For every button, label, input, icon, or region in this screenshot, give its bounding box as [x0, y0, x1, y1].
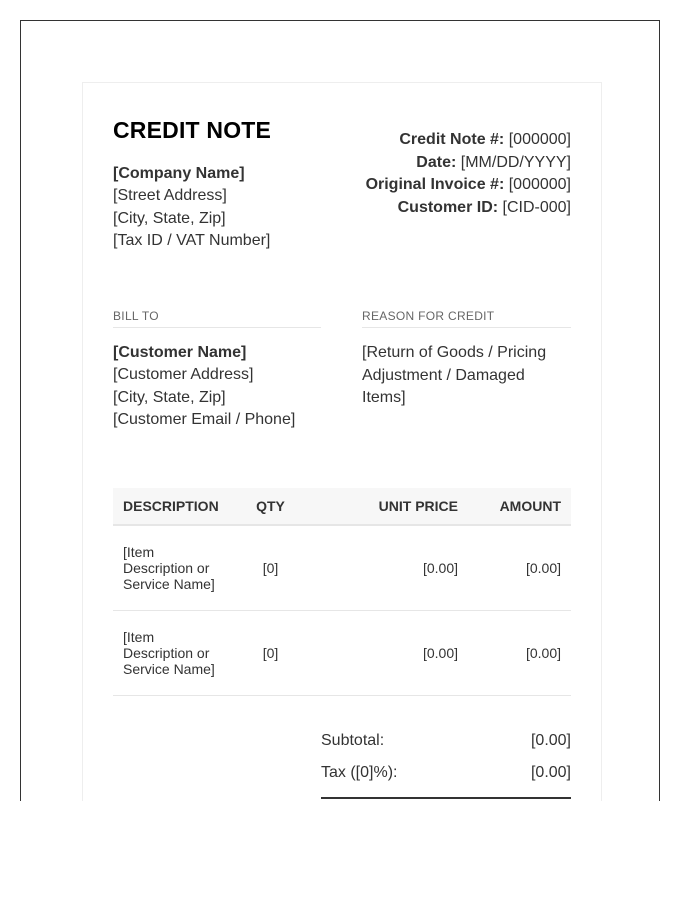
meta-value: [CID-000]: [502, 198, 571, 216]
item-description: [Item Description or Service Name]: [113, 611, 233, 696]
meta-label: Original Invoice #:: [365, 176, 505, 193]
customer-city: [City, State, Zip]: [113, 388, 226, 406]
subtotal-label: Subtotal:: [321, 732, 385, 749]
customer-contact: [Customer Email / Phone]: [113, 410, 296, 428]
meta-credit-note-number: [366, 129, 571, 152]
credit-note-document: [82, 82, 602, 801]
item-qty: [0]: [233, 525, 308, 611]
tax-label: Tax ([0]%):: [321, 764, 398, 781]
item-description: [Item Description or Service Name]: [113, 525, 233, 611]
reason-text: [Return of Goods / Pricing Adjustment / Damaged Items]: [362, 344, 547, 406]
table-row: [113, 525, 571, 611]
page-frame: [20, 20, 660, 801]
subtotal-value: [0.00]: [530, 732, 571, 749]
bill-to-block: [113, 342, 295, 431]
company-tax-id: [Tax ID / VAT Number]: [113, 231, 271, 249]
column-header-description: DESCRIPTION: [113, 488, 233, 525]
item-amount: [0.00]: [468, 611, 571, 696]
customer-address: [Customer Address]: [113, 366, 254, 384]
meta-label: Date:: [416, 153, 457, 171]
meta-customer-id: [366, 197, 571, 220]
meta-value: [000000]: [508, 176, 571, 193]
meta-value: [000000]: [508, 131, 571, 148]
item-amount: [0.00]: [468, 525, 571, 611]
item-unit-price: [0.00]: [308, 611, 468, 696]
company-street: [Street Address]: [113, 187, 227, 205]
bill-to-heading: BILL TO: [113, 309, 321, 328]
totals-divider: [321, 797, 571, 799]
tax-row: [321, 755, 571, 787]
column-header-amount: AMOUNT: [468, 488, 571, 525]
column-header-unit-price: UNIT PRICE: [308, 488, 468, 525]
reason-heading: REASON FOR CREDIT: [362, 309, 571, 328]
meta-label: Customer ID:: [397, 198, 499, 216]
document-title: CREDIT NOTE: [113, 117, 272, 143]
company-name: [Company Name]: [113, 165, 245, 182]
item-unit-price: [0.00]: [308, 525, 468, 611]
totals-block: [321, 723, 571, 799]
column-header-qty: QTY: [233, 488, 308, 525]
subtotal-row: [321, 723, 571, 755]
line-items-table: [113, 488, 571, 696]
table-header-row: [113, 488, 571, 525]
meta-original-invoice: [366, 174, 571, 197]
item-qty: [0]: [233, 611, 308, 696]
meta-label: Credit Note #:: [399, 131, 505, 148]
tax-value: [0.00]: [530, 764, 571, 781]
company-city: [City, State, Zip]: [113, 209, 226, 227]
company-block: [113, 163, 270, 252]
customer-name: [Customer Name]: [113, 344, 247, 361]
table-row: [113, 611, 571, 696]
meta-value: [MM/DD/YYYY]: [460, 153, 571, 171]
document-meta: [366, 129, 571, 219]
meta-date: [366, 152, 571, 175]
